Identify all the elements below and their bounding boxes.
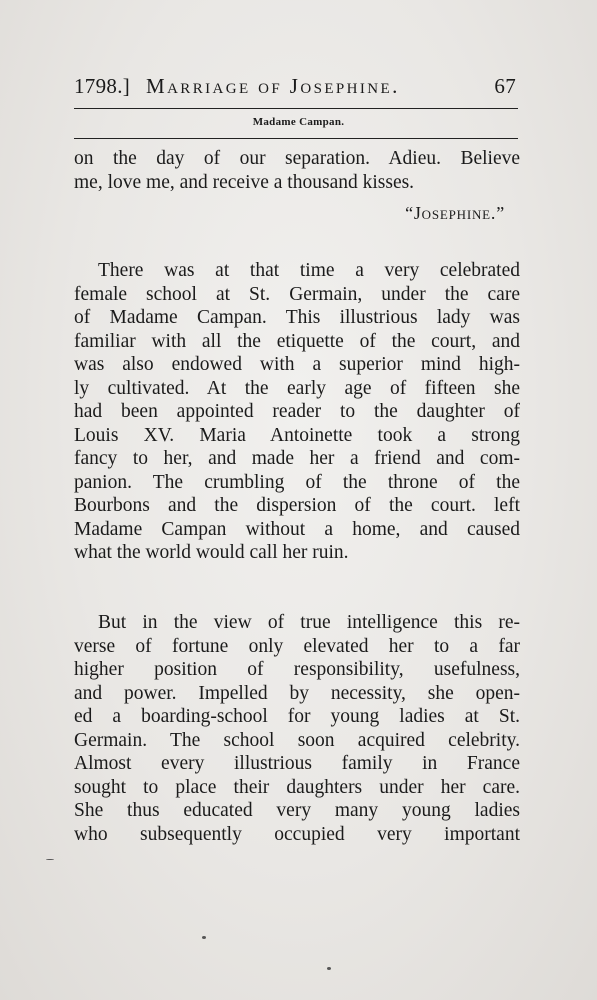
text-line: verse of fortune only elevated her to a far [74,635,520,657]
header-rule-bottom [74,138,518,139]
text-line: who subsequently occupied very important [74,823,520,845]
text-line: on the day of our separation. Adieu. Believe [74,148,520,169]
text-line: Bourbons and the dispersion of the court. left [74,495,520,516]
paper-speck [327,967,331,970]
page-number: 67 [494,74,516,98]
text-line: sought to place their daughters under her care. [74,776,520,798]
text-line: ly cultivated. At the early age of fifteen she [74,377,520,399]
signature-text: “Josephine.” [405,203,505,223]
text-line: fancy to her, and made her a friend and com- [74,448,520,469]
text-line: Madame Campan without a home, and caused [74,518,520,540]
text-line: panion. The crumbling of the throne of the [74,471,520,493]
text-line: familiar with all the etiquette of the court, and [74,330,520,352]
text-line: ed a boarding-school for young ladies at St. [74,706,520,727]
text-line: female school at St. Germain, under the care [74,283,520,305]
header-rule-top [74,108,518,109]
letter-closing [74,147,520,194]
text-line: She thus educated very many young ladies [74,800,520,821]
text-line: of Madame Campan. This illustrious lady was [74,307,520,328]
text-line: me, love me, and receive a thousand kisses. [74,171,415,193]
page-header [74,74,520,104]
paper-speck [202,936,206,939]
running-head: Madame Campan. [252,116,345,128]
text-line: higher position of responsibility, usefulness, [74,659,520,680]
text-line: had been appointed reader to the daughter of [74,401,520,422]
header-date: 1798.] [74,74,131,98]
header-title: Marriage of Josephine. [146,74,400,98]
paper-speck [46,859,54,860]
text-line: There was at that time a very celebrated [98,260,520,281]
text-line: and power. Impelled by necessity, she open- [74,682,520,704]
text-line: what the world would call her ruin. [74,542,349,563]
text-line: was also endowed with a superior mind high- [74,354,520,375]
text-line: Louis XV. Maria Antoinette took a strong [74,424,520,446]
text-line: Germain. The school soon acquired celebrity. [74,729,520,751]
paragraph-madame-campan [74,259,520,565]
paragraph-boarding-school [74,611,520,846]
text-line: Almost every illustrious family in France [74,753,520,774]
letter-signature [405,203,505,224]
text-line: But in the view of true intelligence this re- [98,612,520,633]
